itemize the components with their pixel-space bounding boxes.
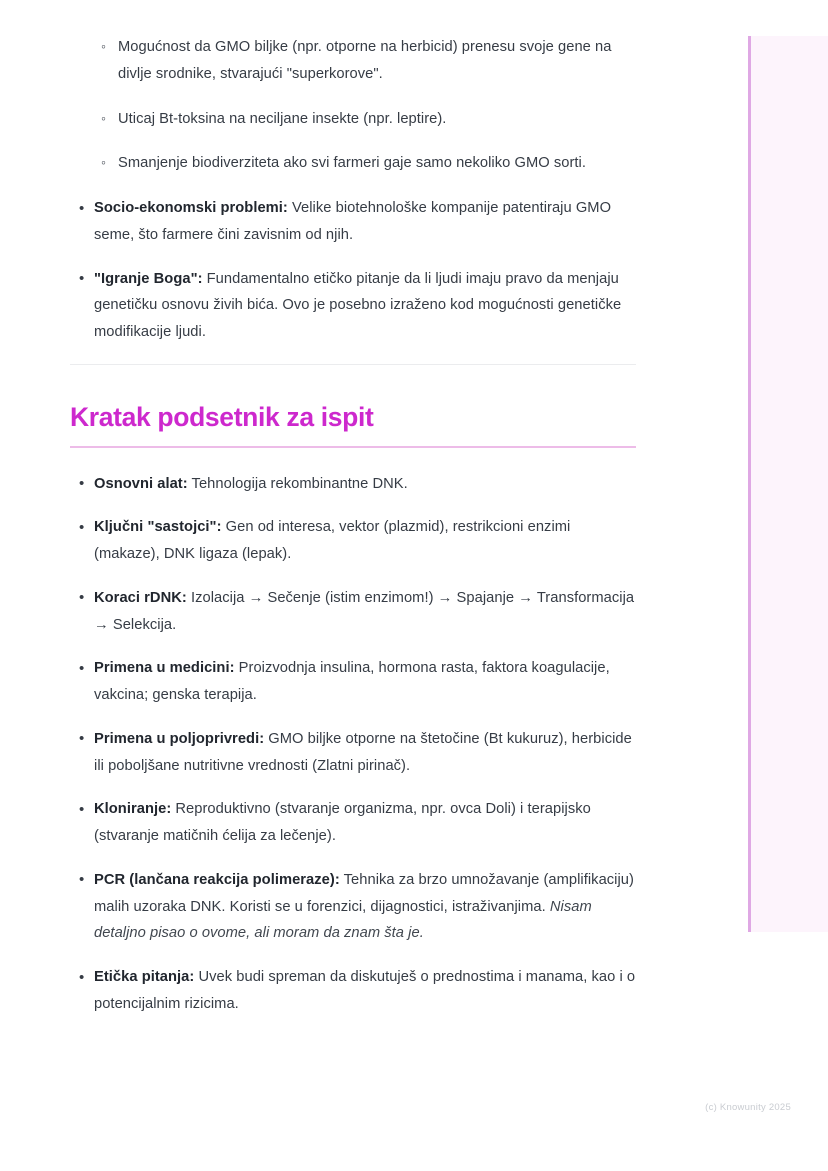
list-item-lead: Socio-ekonomski problemi: [94, 200, 288, 216]
list-item-text: Uvek budi spreman da diskutuješ o prednostima i manama, kao i o potencijalnim rizicima. [94, 969, 636, 1012]
list-item [70, 655, 636, 709]
list-item-lead: "Igranje Boga": [94, 270, 203, 287]
list-item-text: Smanjenje biodiverziteta ako svi farmeri gaje samo nekoliko GMO sorti. [118, 155, 586, 172]
list-item-lead: Ključni "sastojci": [94, 519, 222, 536]
list-item [70, 471, 636, 498]
list-item-text: Mogućnost da GMO biljke (npr. otporne na herbicid) prenesu svoje gene na divlje srodnike, stvarajući "superkorove". [118, 39, 612, 82]
list-item [70, 964, 636, 1018]
summary-bullet-list [70, 471, 636, 1018]
risk-sub-list [70, 34, 636, 177]
nested-list-wrapper [70, 34, 636, 177]
footer-copyright: (c) Knowunity 2025 [705, 1102, 791, 1113]
summary-section [70, 402, 636, 1018]
top-section [70, 34, 636, 365]
heading-underline [70, 446, 636, 448]
list-item-text: Proizvodnja insulina, hormona rasta, faktora koagulacije, vakcina; genska terapija. [94, 660, 610, 704]
list-item-lead: Primena u poljoprivredi: [94, 730, 265, 747]
list-item-text: Tehnika za brzo umnožavanje (amplifikaciju) malih uzoraka DNK. Koristi se u forenzici, dijagnostici, istraživanjima. [94, 871, 634, 915]
list-item-lead: Koraci rDNK: [94, 589, 187, 606]
list-item [70, 726, 636, 780]
list-item [70, 34, 636, 88]
page-title: Kratak podsetnik za ispit [70, 401, 374, 432]
list-item-text: Izolacija → Sečenje (istim enzimom!) → Spajanje → Transformacija → Selekcija. [94, 589, 635, 633]
decorative-side-panel [748, 36, 828, 932]
list-item [70, 150, 636, 177]
list-item [70, 195, 636, 249]
top-bullet-list [70, 34, 636, 346]
list-item-text: Uticaj Bt-toksina na neciljane insekte (npr. leptire). [118, 110, 447, 127]
list-item-text: Gen od interesa, vektor (plazmid), restrikcioni enzimi (makaze), DNK ligaza (lepak). [94, 519, 571, 563]
list-item-lead: Etička pitanja: [94, 969, 195, 986]
list-item-text: Fundamentalno etičko pitanje da li ljudi imaju pravo da menjaju genetičku osnovu živih bića. Ovo je posebno izraženo kod mogućnosti genetičke modifikacije ljudi. [94, 270, 622, 340]
list-item-text: GMO biljke otporne na štetočine (Bt kukuruz), herbicide ili poboljšane nutritivne vrednosti (Zlatni pirinač). [94, 730, 632, 774]
list-item [70, 796, 636, 850]
list-item [70, 867, 636, 947]
list-item-lead: Osnovni alat: [94, 475, 188, 492]
list-item-lead: Primena u medicini: [94, 660, 235, 677]
list-item-lead: PCR (lančana reakcija polimeraze): [94, 871, 340, 888]
list-item [70, 514, 636, 568]
list-item [70, 266, 636, 346]
list-item [70, 585, 636, 639]
list-item-text: Velike biotehnološke kompanije patentiraju GMO seme, što farmere čini zavisnim od njih. [94, 200, 612, 243]
document-content [70, 34, 636, 1035]
list-item [70, 106, 636, 133]
list-item-note: Nisam detaljno pisao o ovome, ali moram da znam šta je. [94, 898, 592, 942]
list-item-lead: Kloniranje: [94, 801, 172, 818]
list-item-text: Reproduktivno (stvaranje organizma, npr. ovca Doli) i terapijsko (stvaranje matičnih ćelija za lečenje). [94, 801, 591, 845]
section-divider [70, 364, 636, 365]
list-item-text: Tehnologija rekombinantne DNK. [187, 475, 408, 492]
